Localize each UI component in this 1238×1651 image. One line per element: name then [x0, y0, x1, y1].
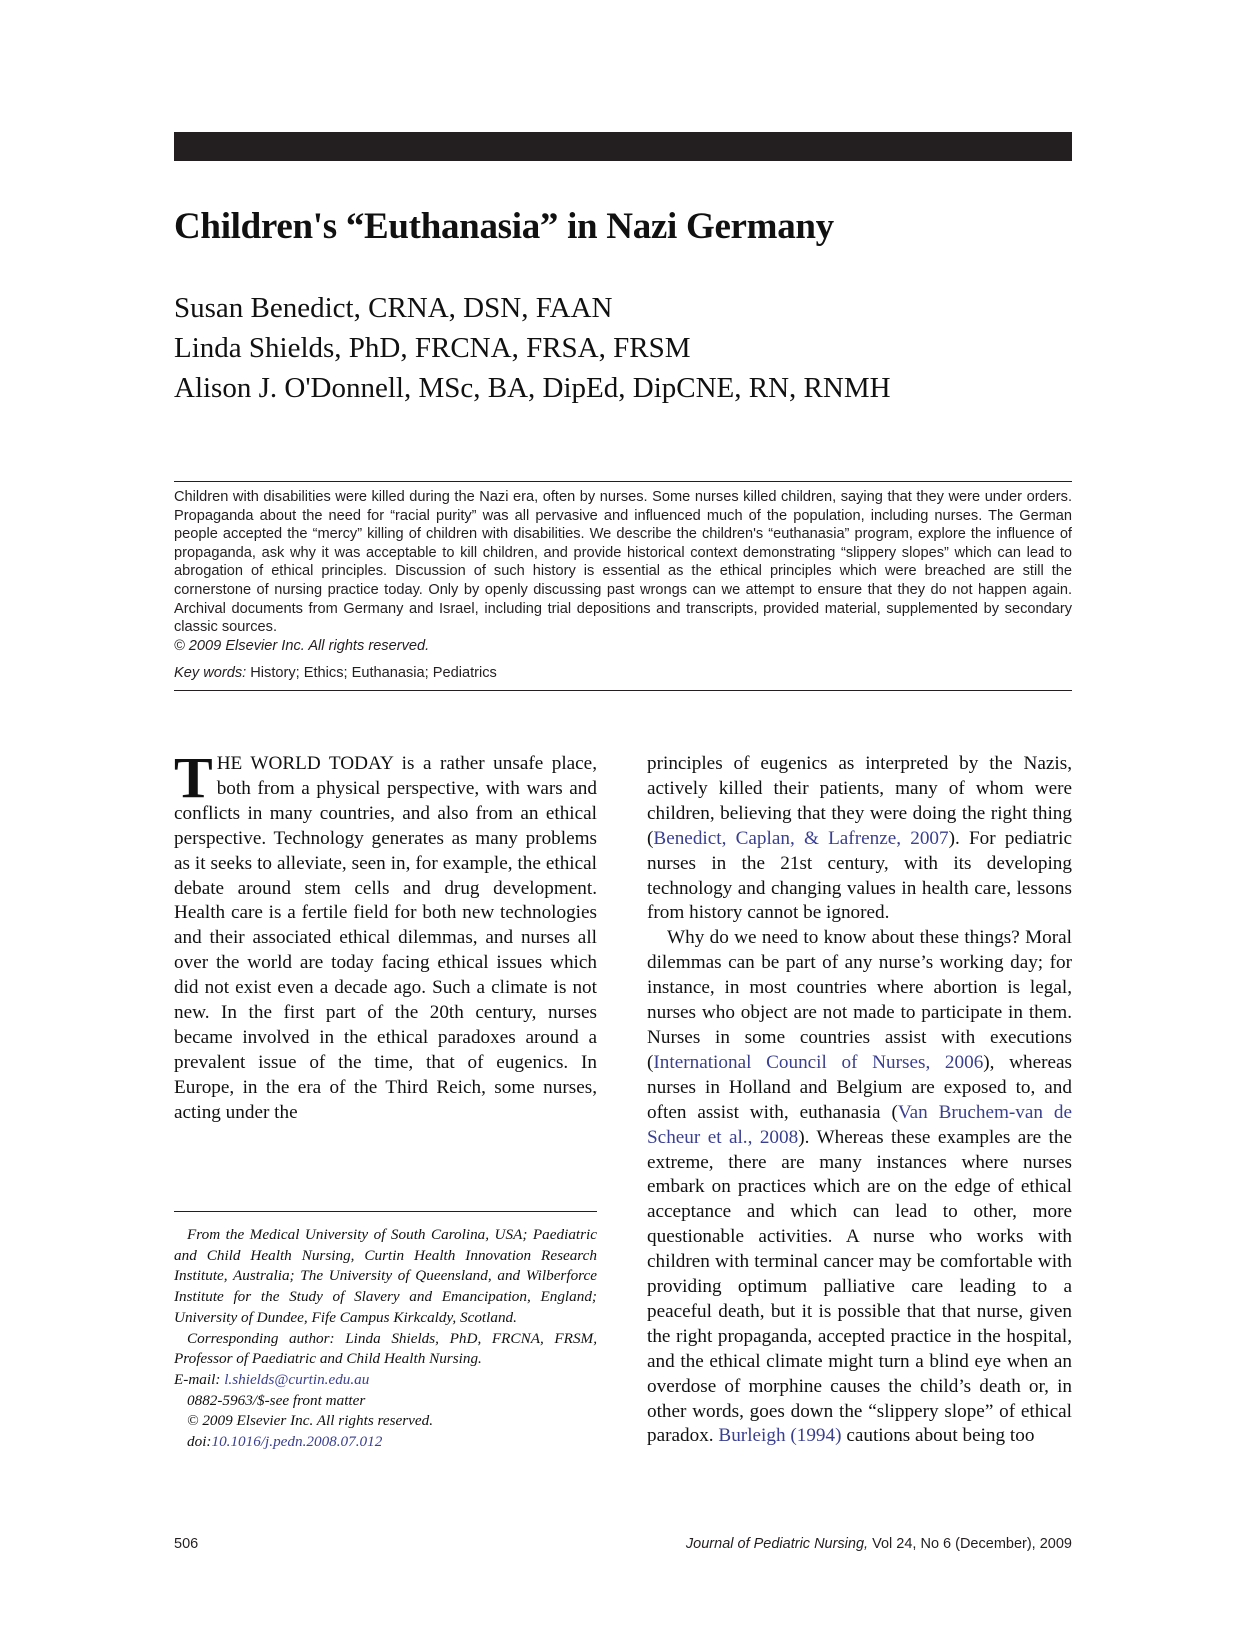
drop-cap: T — [174, 745, 213, 810]
footnote-doi: doi:10.1016/j.pedn.2008.07.012 — [187, 1433, 383, 1451]
footnote-issn: 0882-5963/$-see front matter — [187, 1391, 366, 1409]
body-paragraph: THE WORLD TODAY is a rather unsafe place, both from a physical perspective, with wars and conflicts in many countries, and also from an ethical perspective. Technology generates as many problems as it seeks to alleviate, seen in, for example, the ethical debate around stem cells and drug development. Health care is a fertile field for both new technologies and their associated ethical dilemmas, and nurses all over the world are today facing ethical issues which did not exist even a decade ago. Such a climate is not new. In the first part of the 20th century, nurses became involved in the ethical paradoxes around a prevalent issue of the time, that of eugenics. In Europe, in the era of the Third Reich, some nurses, acting under the — [174, 745, 597, 1123]
journal-issue: Vol 24, No 6 (December), 2009 — [868, 1536, 1072, 1552]
body-paragraph: Why do we need to know about these things? Moral dilemmas can be part of any nurse’s working day; for instance, in most countries where abortion is legal, nurses who object are not made to participate in them. Nurses in some countries assist with executions (International Council of Nurses, 2006), whereas nurses in Holland and Belgium are exposed to, and often assist with, euthanasia (Van Bruchem-van de Scheur et al., 2008). Whereas these examples are the extreme, there are many instances where nurses embark on practices which are on the edge of ethical acceptance and which can lead to other, more questionable activities. A nurse who works with children with terminal cancer may be comfortable with providing optimum palliative care leading to a peaceful death, but it is possible that that nurse, given the right propaganda, accepted practice in the hospital, and the ethical climate might turn a blind eye when an overdose of morphine causes the child’s death or, in other words, goes down the “slippery slope” of ethical paradox. Burleigh (1994) cautions about being too — [647, 927, 1073, 1447]
footnote-corresponding-author: Corresponding author: Linda Shields, PhD, FRCNA, FRSM, Professor of Paediatric and Child Health Nursing. — [174, 1329, 597, 1368]
abstract-top-rule — [174, 481, 1072, 482]
body-paragraph: principles of eugenics as interpreted by the Nazis, actively killed their patients, many of whom were children, believing that they were doing the right thing (Benedict, Caplan, & Lafrenze, 2007). For pediatric nurses in the 21st century, with its developing technology and changing values in health care, lessons from history cannot be ignored. — [647, 753, 1072, 924]
keywords-list: History; Ethics; Euthanasia; Pediatrics — [246, 665, 497, 681]
doi-link[interactable]: 10.1016/j.pedn.2008.07.012 — [211, 1433, 383, 1451]
header-bar — [174, 132, 1072, 161]
footnote — [174, 1225, 597, 1453]
author-2: Linda Shields, PhD, FRCNA, FRSA, FRSM — [174, 332, 691, 364]
citation-link[interactable]: Benedict, Caplan, & Lafrenze, 2007 — [653, 827, 949, 849]
abstract-copyright: © 2009 Elsevier Inc. All rights reserved. — [174, 637, 430, 654]
author-3: Alison J. O'Donnell, MSc, BA, DipEd, DipCNE, RN, RNMH — [174, 372, 891, 404]
keywords-label: Key words: — [174, 665, 247, 681]
footnote-affiliation: From the Medical University of South Carolina, USA; Paediatric and Child Health Nursing, Curtin Health Innovation Research Institute, Australia; The University of Queensland, and Wilberforce Institute for the Study of Slavery and Emancipation, England; University of Dundee, Fife Campus Kirkcaldy, Scotland. — [174, 1226, 597, 1326]
author-list — [174, 288, 891, 408]
citation-link[interactable]: Van Bruchem-van de Scheur et al., 2008 — [647, 1101, 1072, 1148]
citation-link[interactable]: International Council of Nurses, 2006 — [653, 1051, 984, 1073]
citation-link[interactable]: Burleigh (1994) — [718, 1425, 842, 1447]
article-title: Children's “Euthanasia” in Nazi Germany — [174, 206, 834, 247]
footnote-copyright: © 2009 Elsevier Inc. All rights reserved. — [187, 1412, 434, 1430]
journal-name: Journal of Pediatric Nursing, — [685, 1536, 869, 1552]
abstract-text: Children with disabilities were killed during the Nazi era, often by nurses. Some nurses killed children, saying that they were under orders. Propaganda about the need for “racial purity” was all pervasive and influenced much of the population, including nurses. The German people accepted the “mercy” killing of children with disabilities. We describe the children's “euthanasia” program, explore the influence of propaganda, ask why it was acceptable to kill children, and provide historical context demonstrating “slippery slopes” which can lead to abrogation of ethical principles. Discussion of such history is essential as the ethical principles which were breached are still the cornerstone of nursing practice today. Only by openly discussing past wrongs can we attempt to ensure that they do not happen again. Archival documents from Germany and Israel, including trial depositions and transcripts, provided material, supplemented by secondary classic sources. — [174, 489, 1072, 636]
author-1: Susan Benedict, CRNA, DSN, FAAN — [174, 292, 613, 324]
keywords — [174, 665, 497, 681]
page-number: 506 — [174, 1536, 199, 1552]
body-column-right — [647, 752, 1072, 1449]
footnote-rule — [174, 1211, 597, 1212]
body-column-left — [174, 745, 597, 1126]
abstract-bottom-rule — [174, 690, 1072, 691]
journal-citation — [686, 1536, 1072, 1552]
email-link[interactable]: l.shields@curtin.edu.au — [224, 1370, 370, 1388]
footnote-email: E-mail: l.shields@curtin.edu.au — [174, 1370, 370, 1388]
abstract — [174, 488, 1072, 655]
